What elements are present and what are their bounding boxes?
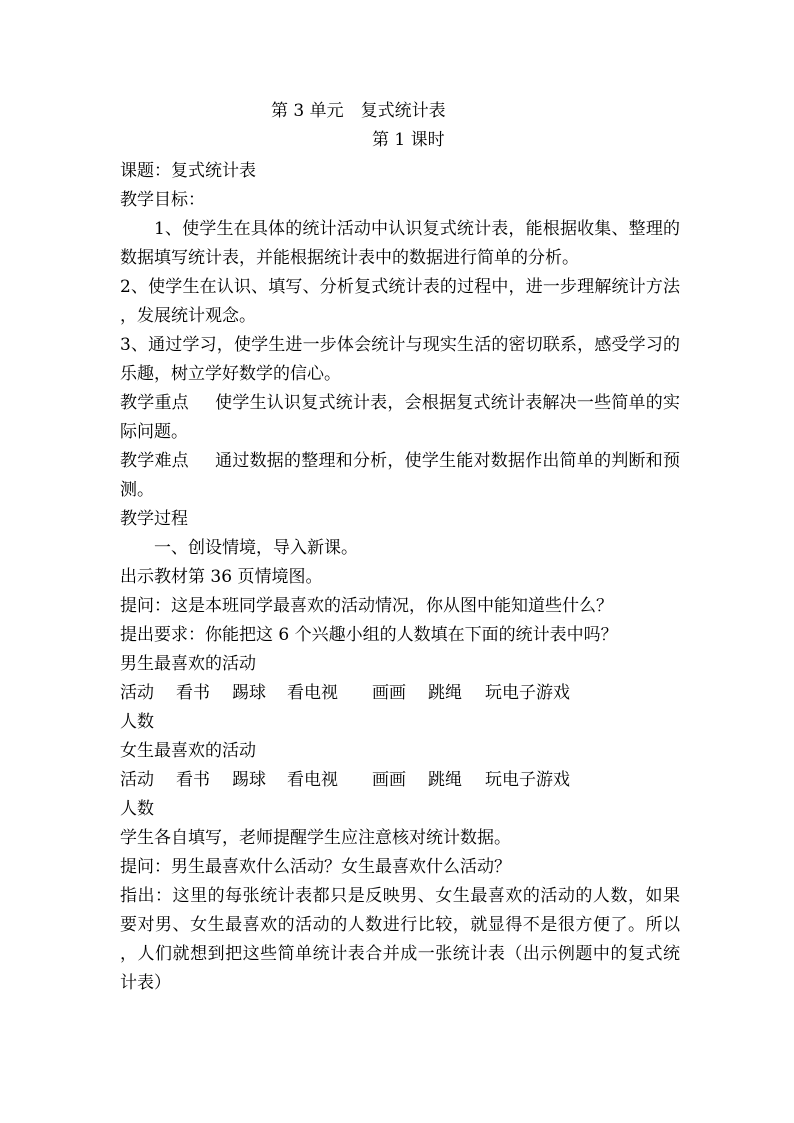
objective-2: 2、使学生在认识、填写、分析复式统计表的过程中，进一步理解统计方法，发展统计观念。: [120, 277, 680, 326]
difficulty-paragraph: [120, 447, 680, 505]
show-material-line: 出示教材第 36 页情境图。: [120, 567, 323, 587]
question-2: 提问：男生最喜欢什么活动？女生最喜欢什么活动？: [120, 857, 511, 877]
objectives-heading: 教学目标：: [120, 190, 205, 210]
boys-activity-item: 跳绳: [428, 683, 462, 703]
lesson-topic: 课题：复式统计表: [120, 161, 256, 181]
key-point-paragraph: [120, 389, 680, 447]
page-subtitle: 第 1 课时: [372, 130, 445, 150]
boys-activity-item: 画画: [372, 683, 406, 703]
key-point-label: 教学重点: [120, 393, 189, 413]
difficulty-text: 通过数据的整理和分析，使学生能对数据作出简单的判断和预测。: [120, 451, 681, 500]
girls-activity-item: 看书: [176, 770, 210, 790]
girls-activity-item: 踢球: [232, 770, 266, 790]
girls-activity-label: 活动: [120, 770, 154, 790]
boys-count-label: 人数: [120, 712, 154, 732]
boys-table-title: 男生最喜欢的活动: [120, 654, 256, 674]
objective-1: 1、使学生在具体的统计活动中认识复式统计表，能根据收集、整理的数据填写统计表，并能根据统计表中的数据进行简单的分析。: [120, 219, 680, 268]
girls-activity-item: 玩电子游戏: [485, 770, 570, 790]
fill-instruction: 学生各自填写，老师提醒学生应注意核对统计数据。: [120, 828, 511, 848]
difficulty-label: 教学难点: [120, 451, 189, 471]
boys-activity-item: 玩电子游戏: [485, 683, 570, 703]
question-1: 提问：这是本班同学最喜欢的活动情况，你从图中能知道些什么？: [120, 596, 613, 616]
girls-activity-item: 画画: [372, 770, 406, 790]
girls-activity-row: [120, 766, 640, 795]
boys-activity-item: 看电视: [287, 683, 338, 703]
girls-count-label: 人数: [120, 799, 154, 819]
section-one-heading: 一、创设情境，导入新课。: [154, 538, 358, 558]
boys-activity-item: 踢球: [232, 683, 266, 703]
page-title: 第 3 单元 复式统计表: [271, 101, 446, 121]
girls-table-title: 女生最喜欢的活动: [120, 741, 256, 761]
requirement-line: 提出要求：你能把这 6 个兴趣小组的人数填在下面的统计表中吗？: [120, 625, 618, 645]
boys-activity-label: 活动: [120, 683, 154, 703]
key-point-text: 使学生认识复式统计表，会根据复式统计表解决一些简单的实际问题。: [120, 393, 681, 442]
boys-activity-item: 看书: [176, 683, 210, 703]
process-heading: 教学过程: [120, 509, 188, 529]
conclusion-paragraph: 指出：这里的每张统计表都只是反映男、女生最喜欢的活动的人数，如果要对男、女生最喜欢的活动的人数进行比较，就显得不是很方便了。所以，人们就想到把这些简单统计表合并成一张统计表（出示例题中的复式统计表）: [120, 886, 680, 993]
girls-activity-item: 跳绳: [428, 770, 462, 790]
girls-activity-item: 看电视: [287, 770, 338, 790]
objective-3: 3、通过学习，使学生进一步体会统计与现实生活的密切联系，感受学习的乐趣，树立学好数学的信心。: [120, 335, 680, 384]
boys-activity-row: [120, 679, 640, 708]
